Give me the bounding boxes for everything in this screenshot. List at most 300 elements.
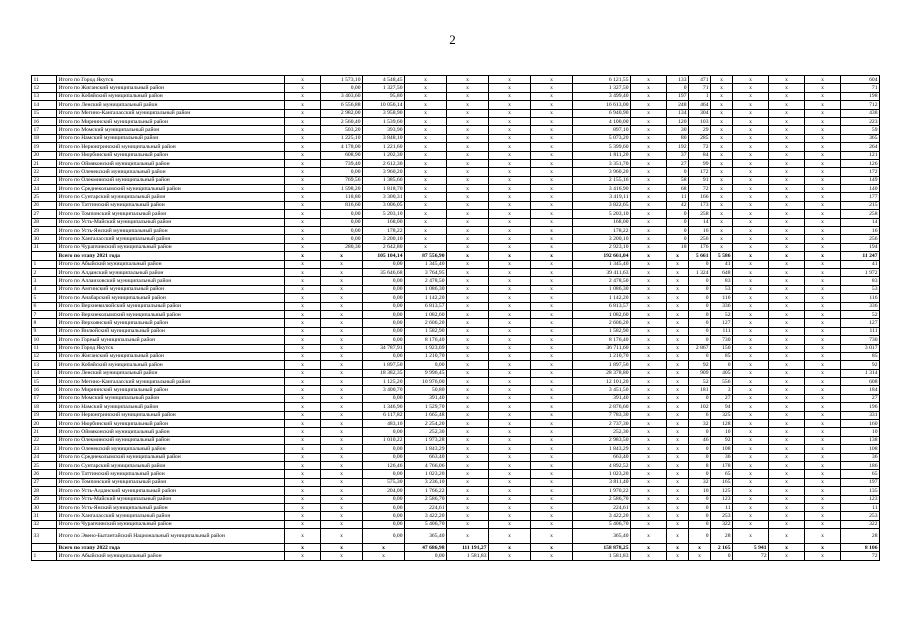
district-name: Итого по Мегино-Кангаласский муниципальный район [57, 109, 285, 117]
table-row [32, 378, 880, 386]
cell-value: 0 [689, 285, 711, 293]
cell-value: x [285, 369, 321, 377]
cell-value: x [447, 495, 489, 503]
row-number: 29 [32, 495, 57, 503]
cell-value: 10 [711, 428, 733, 436]
cell-value: x [733, 294, 769, 302]
cell-value: x [489, 361, 531, 369]
cell-value: 1 818,70 [363, 185, 405, 193]
cell-value: 36 [841, 453, 880, 461]
cell-value: 0 [689, 520, 711, 528]
cell-value: 0,00 [405, 361, 447, 369]
table-row [32, 403, 880, 411]
cell-value: x [667, 544, 689, 552]
cell-value: x [805, 520, 841, 528]
cell-value: 30 [667, 126, 689, 134]
cell-value: x [667, 378, 689, 386]
cell-value: 1 327,50 [573, 84, 631, 92]
cell-value: x [285, 193, 321, 201]
cell-value: x [285, 134, 321, 142]
cell-value: x [447, 277, 489, 285]
cell-value: 204,00 [363, 487, 405, 495]
cell-value: x [805, 109, 841, 117]
cell-value: 16 [841, 227, 880, 235]
cell-value: 1 346,90 [363, 403, 405, 411]
cell-value: 0,00 [363, 336, 405, 344]
cell-value: 2 982,00 [321, 109, 363, 117]
cell-value: x [805, 344, 841, 352]
cell-value: 0 [667, 210, 689, 218]
cell-value: 125 [711, 487, 733, 495]
cell-value: x [805, 235, 841, 243]
cell-value: 102 [689, 403, 711, 411]
cell-value: x [447, 336, 489, 344]
cell-value: x [805, 428, 841, 436]
district-name: Итого по Олекминский муниципальный район [57, 176, 285, 184]
row-number: 1 [32, 260, 57, 268]
district-name: Итого по Абыйский муниципальный район [57, 260, 285, 268]
cell-value: x [489, 403, 531, 411]
cell-value: x [631, 294, 667, 302]
cell-value: x [805, 176, 841, 184]
cell-value: x [769, 101, 805, 109]
cell-value: x [711, 151, 733, 159]
cell-value: x [631, 159, 667, 167]
cell-value: x [769, 461, 805, 469]
cell-value: x [733, 260, 769, 268]
table-row [32, 210, 880, 218]
cell-value: 46 [689, 436, 711, 444]
cell-value: x [531, 310, 573, 318]
cell-value: x [489, 285, 531, 293]
cell-value: x [489, 327, 531, 335]
cell-value: 663,40 [573, 453, 631, 461]
cell-value: 6 940,90 [573, 109, 631, 117]
cell-value: 168,00 [363, 218, 405, 226]
cell-value: x [531, 101, 573, 109]
cell-value: x [285, 487, 321, 495]
row-number: 16 [32, 117, 57, 125]
cell-value: x [447, 420, 489, 428]
row-number: 25 [32, 193, 57, 201]
cell-value: x [285, 361, 321, 369]
cell-value: 11 [667, 193, 689, 201]
district-name: Итого по Оленекский муниципальный район [57, 445, 285, 453]
cell-value: x [285, 151, 321, 159]
cell-value: x [805, 252, 841, 260]
cell-value: x [405, 201, 447, 209]
cell-value: 184 [841, 386, 880, 394]
cell-value: 85 [841, 352, 880, 360]
row-number: 32 [32, 520, 57, 528]
cell-value: 0,00 [363, 302, 405, 310]
cell-value: x [447, 394, 489, 402]
cell-value: 322 [711, 520, 733, 528]
cell-value: 730 [711, 336, 733, 344]
district-name: Итого по Среднеколымский муниципальный район [57, 453, 285, 461]
district-name: Итого по Ленский муниципальный район [57, 101, 285, 109]
cell-value: x [321, 361, 363, 369]
cell-value: x [631, 394, 667, 402]
cell-value: 178 [711, 461, 733, 469]
cell-value: 0 [689, 352, 711, 360]
cell-value: x [667, 302, 689, 310]
cell-value: x [733, 344, 769, 352]
cell-value: x [769, 185, 805, 193]
cell-value: x [447, 378, 489, 386]
cell-value: x [769, 403, 805, 411]
cell-value: x [447, 529, 489, 544]
cell-value: x [631, 512, 667, 520]
cell-value: 192 661,04 [573, 252, 631, 260]
cell-value: 1 843,29 [573, 445, 631, 453]
cell-value: x [631, 227, 667, 235]
cell-value: x [447, 252, 489, 260]
cell-value: x [447, 403, 489, 411]
table-row [32, 176, 880, 184]
cell-value: x [447, 512, 489, 520]
cell-value: x [805, 470, 841, 478]
cell-value: x [405, 76, 447, 84]
cell-value: x [447, 487, 489, 495]
cell-value: 2 642,80 [363, 243, 405, 251]
row-number: 11 [32, 344, 57, 352]
table-row [32, 529, 880, 544]
cell-value: x [733, 243, 769, 251]
cell-value: 365,40 [573, 529, 631, 544]
cell-value: 0 [689, 302, 711, 310]
cell-value: 471 [689, 76, 711, 84]
district-name: Итого по Усть-Майский муниципальный район [57, 495, 285, 503]
row-number: 19 [32, 411, 57, 419]
cell-value: 648 [711, 268, 733, 276]
district-name: Итого по Верхневилюйский муниципальный район [57, 302, 285, 310]
cell-value: x [769, 126, 805, 134]
cell-value: x [531, 420, 573, 428]
cell-value: x [631, 495, 667, 503]
cell-value: 1 023,20 [573, 470, 631, 478]
cell-value: x [769, 294, 805, 302]
cell-value: 150 [711, 344, 733, 352]
cell-value: x [769, 520, 805, 528]
cell-value: 0,00 [405, 552, 447, 560]
cell-value: 27 [841, 394, 880, 402]
cell-value: 92 [841, 361, 880, 369]
cell-value: x [285, 218, 321, 226]
cell-value: x [667, 319, 689, 327]
cell-value: x [733, 159, 769, 167]
cell-value: 128 [711, 420, 733, 428]
cell-value: x [733, 252, 769, 260]
district-name: Итого по Усть-Майский муниципальный район [57, 218, 285, 226]
cell-value: x [805, 394, 841, 402]
table-row [32, 319, 880, 327]
cell-value: x [447, 109, 489, 117]
cell-value: x [447, 319, 489, 327]
district-name: Итого по Таттинский муниципальный район [57, 201, 285, 209]
cell-value: x [805, 193, 841, 201]
cell-value: x [321, 252, 363, 260]
cell-value: x [285, 503, 321, 511]
cell-value: x [769, 227, 805, 235]
cell-value: x [769, 218, 805, 226]
cell-value: 0 [689, 445, 711, 453]
cell-value: x [531, 529, 573, 544]
cell-value: 2 737,30 [573, 420, 631, 428]
cell-value: x [531, 336, 573, 344]
cell-value: x [667, 436, 689, 444]
cell-value: 11 [841, 503, 880, 511]
cell-value: x [531, 193, 573, 201]
cell-value: x [667, 285, 689, 293]
table-row [32, 327, 880, 335]
cell-value: 4 548,45 [363, 76, 405, 84]
table-row [32, 117, 880, 125]
cell-value: 336 [841, 302, 880, 310]
cell-value: x [447, 193, 489, 201]
cell-value: 322 [841, 520, 880, 528]
cell-value: x [489, 386, 531, 394]
district-name: Итого по Верхнеколымский муниципальный район [57, 310, 285, 318]
table-row [32, 478, 880, 486]
cell-value: 194 [841, 243, 880, 251]
cell-value: x [489, 461, 531, 469]
cell-value: 0 [689, 529, 711, 544]
cell-value: 1 086,30 [405, 285, 447, 293]
cell-value: 72 [733, 552, 769, 560]
row-number: 20 [32, 420, 57, 428]
cell-value: x [489, 243, 531, 251]
cell-value: x [285, 386, 321, 394]
cell-value: x [321, 552, 363, 560]
cell-value: 41 [711, 260, 733, 268]
cell-value: x [285, 352, 321, 360]
cell-value: x [733, 126, 769, 134]
cell-value: x [285, 117, 321, 125]
cell-value: x [363, 544, 405, 552]
cell-value: 16 [689, 227, 711, 235]
cell-value: 3 960,20 [363, 168, 405, 176]
row-number: 10 [32, 336, 57, 344]
cell-value: x [447, 428, 489, 436]
district-name: Итого по Город Якутск [57, 344, 285, 352]
cell-value: x [285, 277, 321, 285]
cell-value: x [805, 487, 841, 495]
cell-value: 0 [667, 84, 689, 92]
cell-value: x [769, 143, 805, 151]
cell-value: 503,20 [321, 126, 363, 134]
cell-value: 464 [689, 101, 711, 109]
cell-value: 1 923,69 [405, 344, 447, 352]
district-name: Итого по Амгинский муниципальный район [57, 285, 285, 293]
cell-value: x [667, 310, 689, 318]
row-number [32, 544, 57, 552]
cell-value: 0 [711, 552, 733, 560]
district-name: Итого по Хангаласский муниципальный район [57, 235, 285, 243]
cell-value: x [711, 235, 733, 243]
cell-value: 12 101,20 [573, 378, 631, 386]
cell-value: x [447, 235, 489, 243]
cell-value: x [531, 277, 573, 285]
cell-value: 1 581,83 [573, 552, 631, 560]
cell-value: 80 [667, 134, 689, 142]
cell-value: x [733, 495, 769, 503]
cell-value: 0,00 [363, 277, 405, 285]
cell-value: x [667, 277, 689, 285]
cell-value: x [285, 227, 321, 235]
cell-value: x [531, 76, 573, 84]
cell-value: x [631, 344, 667, 352]
cell-value: x [631, 470, 667, 478]
cell-value: 253 [711, 512, 733, 520]
cell-value: 116 [711, 294, 733, 302]
cell-value: 0,00 [363, 285, 405, 293]
table-row [32, 159, 880, 167]
row-number: 21 [32, 159, 57, 167]
cell-value: x [769, 453, 805, 461]
cell-value: x [805, 101, 841, 109]
table-row [32, 369, 880, 377]
cell-value: x [447, 445, 489, 453]
cell-value: x [667, 552, 689, 560]
cell-value: x [733, 478, 769, 486]
cell-value: x [733, 487, 769, 495]
cell-value: 34 787,91 [363, 344, 405, 352]
cell-value: 10 [841, 428, 880, 436]
cell-value: x [405, 143, 447, 151]
cell-value: x [805, 420, 841, 428]
cell-value: 126,46 [363, 461, 405, 469]
cell-value: 53 [841, 285, 880, 293]
cell-value: 280,30 [321, 243, 363, 251]
cell-value: 0 [689, 453, 711, 461]
cell-value: 29 [689, 126, 711, 134]
cell-value: 1 972 [841, 268, 880, 276]
cell-value: x [805, 277, 841, 285]
table-row [32, 235, 880, 243]
cell-value: x [733, 84, 769, 92]
cell-value: 712 [841, 101, 880, 109]
cell-value: x [805, 445, 841, 453]
cell-value: x [489, 411, 531, 419]
cell-value: x [667, 470, 689, 478]
cell-value: 5 941 [733, 544, 769, 552]
cell-value: 608,90 [321, 151, 363, 159]
cell-value: x [667, 529, 689, 544]
cell-value: x [489, 470, 531, 478]
cell-value: x [733, 193, 769, 201]
cell-value: x [405, 134, 447, 142]
cell-value: 3 017 [841, 344, 880, 352]
cell-value: 4 766,06 [405, 461, 447, 469]
cell-value: 52 [841, 310, 880, 318]
cell-value: x [805, 151, 841, 159]
cell-value: x [489, 117, 531, 125]
cell-value: 0,00 [363, 520, 405, 528]
cell-value: x [285, 294, 321, 302]
cell-value: x [631, 134, 667, 142]
cell-value: 198 [841, 92, 880, 100]
district-name: Итого по Алданский муниципальный район [57, 268, 285, 276]
cell-value: x [447, 503, 489, 511]
cell-value: x [667, 503, 689, 511]
cell-value: x [489, 84, 531, 92]
cell-value: x [531, 445, 573, 453]
cell-value: x [285, 310, 321, 318]
cell-value: 1 221,60 [363, 143, 405, 151]
cell-value: x [805, 503, 841, 511]
table-row [32, 386, 880, 394]
cell-value: x [489, 420, 531, 428]
row-number: 25 [32, 461, 57, 469]
cell-value: x [321, 386, 363, 394]
cell-value: x [285, 344, 321, 352]
cell-value: x [769, 277, 805, 285]
cell-value: x [531, 126, 573, 134]
cell-value: 28 [841, 529, 880, 544]
cell-value: x [531, 411, 573, 419]
cell-value: 177 [841, 193, 880, 201]
row-number: 27 [32, 478, 57, 486]
cell-value: x [531, 285, 573, 293]
cell-value: x [489, 193, 531, 201]
cell-value: x [489, 453, 531, 461]
cell-value: x [805, 461, 841, 469]
cell-value: x [667, 352, 689, 360]
cell-value: 134 [667, 109, 689, 117]
cell-value: x [321, 445, 363, 453]
cell-value: x [769, 285, 805, 293]
cell-value: x [805, 168, 841, 176]
cell-value: x [667, 260, 689, 268]
cell-value: x [531, 92, 573, 100]
row-number: 28 [32, 487, 57, 495]
cell-value: 438 [841, 109, 880, 117]
cell-value: x [769, 512, 805, 520]
cell-value: x [285, 168, 321, 176]
cell-value: 197 [841, 478, 880, 486]
cell-value: 0 [711, 361, 733, 369]
cell-value: 173 [689, 201, 711, 209]
cell-value: 1 142,20 [405, 294, 447, 302]
cell-value: x [769, 302, 805, 310]
cell-value: 252,30 [405, 428, 447, 436]
cell-value: 0,00 [321, 218, 363, 226]
table-row [32, 277, 880, 285]
cell-value: x [447, 285, 489, 293]
cell-value: 2 612,30 [363, 159, 405, 167]
table-row [32, 243, 880, 251]
cell-value: x [805, 76, 841, 84]
cell-value: x [769, 378, 805, 386]
cell-value: x [631, 92, 667, 100]
cell-value: 186 [841, 461, 880, 469]
table-row [32, 344, 880, 352]
row-number: 17 [32, 394, 57, 402]
cell-value: x [667, 386, 689, 394]
table-row [32, 394, 880, 402]
cell-value: x [489, 294, 531, 302]
cell-value: x [489, 544, 531, 552]
cell-value: x [667, 411, 689, 419]
cell-value: x [531, 544, 573, 552]
cell-value: x [531, 302, 573, 310]
cell-value: x [405, 193, 447, 201]
district-name: Итого по Томпонский муниципальный район [57, 210, 285, 218]
cell-value: x [733, 201, 769, 209]
cell-value: 0,00 [363, 319, 405, 327]
cell-value: 1 581,83 [447, 552, 489, 560]
